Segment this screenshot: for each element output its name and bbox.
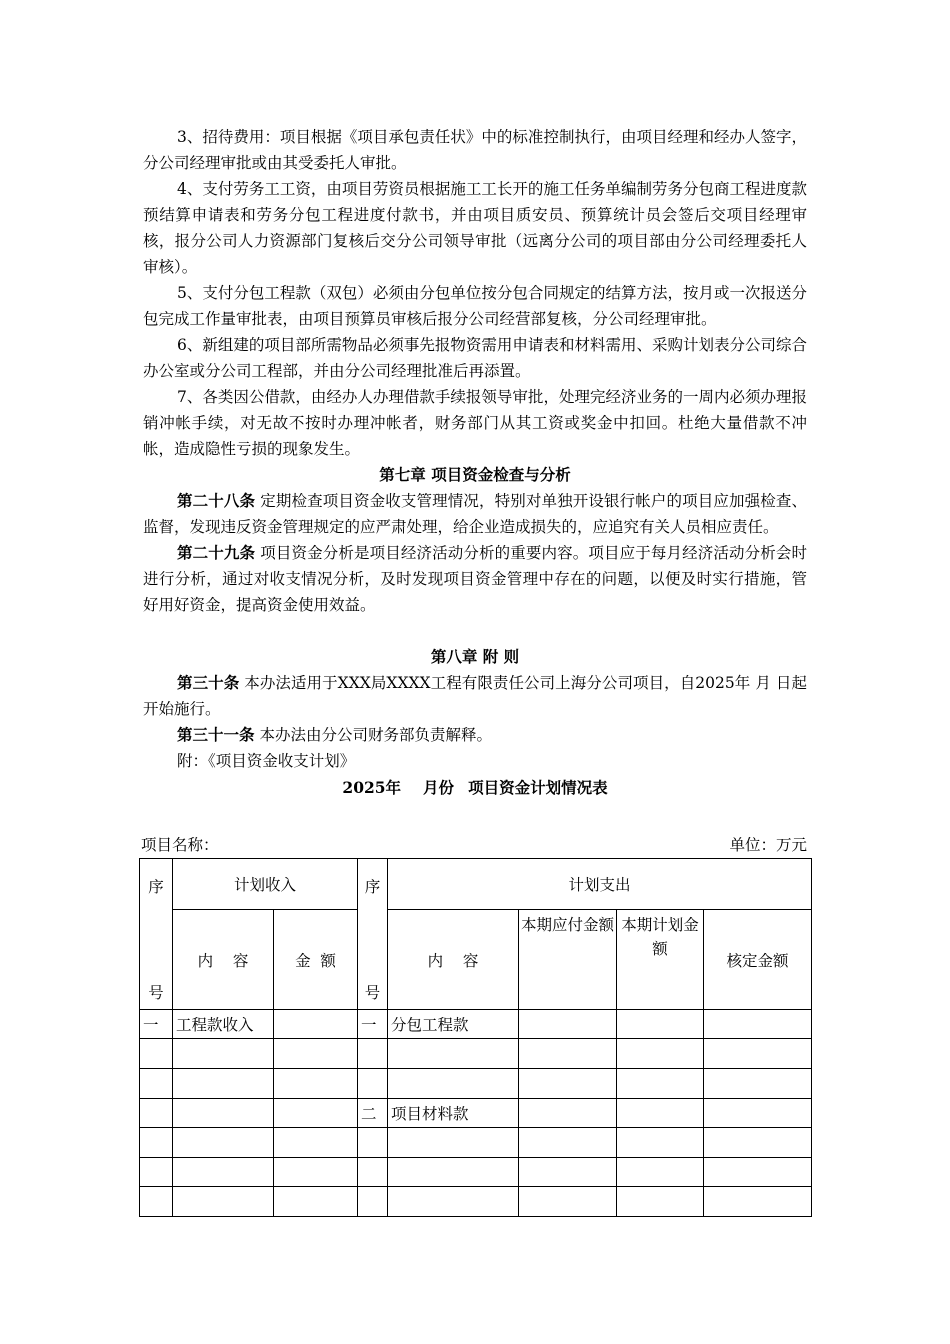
- payable-amount-cell: [519, 1099, 617, 1128]
- paragraph-item-5: 5、支付分包工程款（双包）必须由分包单位按分包合同规定的结算方法，按月或一次报送分包完成工作量审批表，由项目预算员审核后报分公司经营部复核，分公司经理审批。: [143, 284, 807, 328]
- article-30-label: 第三十条: [177, 673, 240, 692]
- income-amount-cell: [274, 1010, 358, 1039]
- planned-amount-cell: [617, 1099, 704, 1128]
- planned-amount-cell: [617, 1010, 704, 1039]
- expense-content-header: 内 容: [388, 910, 519, 1010]
- approved-amount-cell: [704, 1039, 812, 1069]
- appendix-note: 附：《项目资金收支计划》: [177, 752, 356, 770]
- payable-amount-header: 本期应付金额: [519, 910, 617, 1010]
- seq-cell: [358, 1069, 388, 1099]
- spacer: [143, 618, 807, 644]
- income-content-cell: [173, 1187, 274, 1217]
- seq-cell: [140, 1039, 173, 1069]
- article-29-label: 第二十九条: [177, 543, 256, 562]
- article-31-text: 本办法由分公司财务部负责解释。: [254, 726, 492, 744]
- planned-amount-header: 本期计划金 额: [617, 910, 704, 1010]
- article-28: [143, 488, 807, 540]
- seq-char-bottom: 号: [364, 984, 381, 1002]
- seq-cell: [140, 1069, 173, 1099]
- seq-cell: [140, 1187, 173, 1217]
- paragraph-item-7: 7、各类因公借款，由经办人办理借款手续报领导审批，处理完经济业务的一周内必须办理报销冲帐手续，对无故不按时办理冲帐者，财务部门从其工资或奖金中扣回。杜绝大量借款不冲帐，造成隐性亏损的现象发生。: [143, 388, 807, 458]
- seq-header-left: [140, 859, 173, 1010]
- seq-cell: [140, 1158, 173, 1187]
- table-header-row-1: [140, 859, 812, 910]
- seq-header-right: [358, 859, 388, 1010]
- paragraph-item-4: 4、支付劳务工工资，由项目劳资员根据施工工长开的施工任务单编制劳务分包商工程进度款预结算申请表和劳务分包工程进度付款书，并由项目质安员、预算统计员会签后交项目经理审核，报分公司人力资源部门复核后交分公司领导审批（远离分公司的项目部由分公司经理委托人审核）。: [143, 180, 807, 276]
- unit-label: 单位：万元: [729, 836, 807, 854]
- seq-cell: [358, 1128, 388, 1158]
- income-content-cell: [173, 1039, 274, 1069]
- seq-char-bottom: 号: [148, 984, 164, 1002]
- income-amount-cell: [274, 1187, 358, 1217]
- seq-cell: [358, 1187, 388, 1217]
- income-content-cell: [173, 1158, 274, 1187]
- income-content-cell: [173, 1099, 274, 1128]
- expense-content-cell: 分包工程款: [388, 1010, 519, 1039]
- payable-amount-cell: [519, 1039, 617, 1069]
- article-28-text: 定期检查项目资金收支管理情况，特别对单独开设银行帐户的项目应加强检查、监督，发现违反资金管理规定的应严肃处理，给企业造成损失的，应追究有关人员相应责任。: [143, 492, 807, 536]
- expense-content-cell: [388, 1187, 519, 1217]
- article-28-label: 第二十八条: [177, 491, 256, 510]
- income-header: 计划收入: [173, 859, 358, 910]
- expense-content-cell: 项目材料款: [388, 1099, 519, 1128]
- table-row: [140, 1158, 812, 1187]
- approved-amount-cell: [704, 1128, 812, 1158]
- seq-cell: 二: [358, 1099, 388, 1128]
- approved-amount-cell: [704, 1158, 812, 1187]
- payable-amount-cell: [519, 1187, 617, 1217]
- income-amount-cell: [274, 1099, 358, 1128]
- income-amount-cell: [274, 1158, 358, 1187]
- planned-amount-cell: [617, 1069, 704, 1099]
- paragraph-item-6: 6、新组建的项目部所需物品必须事先报物资需用申请表和材料需用、采购计划表分公司综合办公室或分公司工程部，并由分公司经理批准后再添置。: [143, 336, 807, 380]
- article-31-label: 第三十一条: [177, 725, 255, 744]
- body-text: [143, 124, 807, 774]
- seq-cell: [140, 1099, 173, 1128]
- expense-content-cell: [388, 1069, 519, 1099]
- income-amount-cell: [274, 1069, 358, 1099]
- table-row: [140, 1128, 812, 1158]
- project-name-label: 项目名称：: [141, 836, 219, 854]
- seq-cell: [140, 1128, 173, 1158]
- income-content-cell: [173, 1128, 274, 1158]
- planned-amount-cell: [617, 1158, 704, 1187]
- seq-char-top: 序: [148, 878, 164, 896]
- fund-plan-table: [139, 858, 812, 1217]
- expense-content-cell: [388, 1039, 519, 1069]
- payable-amount-cell: [519, 1010, 617, 1039]
- payable-amount-cell: [519, 1128, 617, 1158]
- planned-amount-cell: [617, 1039, 704, 1069]
- seq-cell: [358, 1158, 388, 1187]
- seq-char-top: 序: [364, 878, 381, 896]
- table-row: [140, 1099, 812, 1128]
- payable-amount-cell: [519, 1069, 617, 1099]
- article-29: [143, 540, 807, 618]
- paragraph-item-3: 3、招待费用：项目根据《项目承包责任状》中的标准控制执行，由项目经理和经办人签字，分公司经理审批或由其受委托人审批。: [143, 128, 807, 172]
- expense-content-cell: [388, 1158, 519, 1187]
- table-row: [140, 1069, 812, 1099]
- chapter-7-title: 第七章 项目资金检查与分析: [379, 465, 571, 484]
- seq-cell: 一: [140, 1010, 173, 1039]
- approved-amount-cell: [704, 1099, 812, 1128]
- approved-amount-cell: [704, 1069, 812, 1099]
- table-row: [140, 1010, 812, 1039]
- article-29-text: 项目资金分析是项目经济活动分析的重要内容。项目应于每月经济活动分析会时进行分析，通过对收支情况分析，及时发现项目资金管理中存在的问题，以便及时实行措施，管好用好资金，提高资金使用效益。: [143, 544, 807, 614]
- table-row: [140, 1187, 812, 1217]
- income-content-header: 内 容: [173, 910, 274, 1010]
- article-31: [143, 722, 807, 748]
- article-30: [143, 670, 807, 722]
- approved-amount-cell: [704, 1010, 812, 1039]
- article-30-text: 本办法适用于XXX局XXXX工程有限责任公司上海分公司项目，自2025年 月 日起开始施行。: [143, 674, 807, 718]
- income-amount-cell: [274, 1039, 358, 1069]
- table-title: [143, 775, 807, 801]
- income-amount-header: 金 额: [274, 910, 358, 1010]
- income-content-cell: 工程款收入: [173, 1010, 274, 1039]
- income-amount-cell: [274, 1128, 358, 1158]
- income-content-cell: [173, 1069, 274, 1099]
- table-title-name: 项目资金计划情况表: [468, 778, 608, 797]
- approved-amount-cell: [704, 1187, 812, 1217]
- payable-amount-cell: [519, 1158, 617, 1187]
- table-title-year: 2025年: [342, 778, 402, 797]
- planned-amount-cell: [617, 1187, 704, 1217]
- table-header-row-2: [140, 910, 812, 1010]
- table-row: [140, 1039, 812, 1069]
- expense-header: 计划支出: [388, 859, 812, 910]
- chapter-8-title: 第八章 附 则: [430, 647, 520, 666]
- table-title-month: 月份: [423, 778, 455, 797]
- approved-amount-header: 核定金额: [704, 910, 812, 1010]
- expense-content-cell: [388, 1128, 519, 1158]
- planned-amount-cell: [617, 1128, 704, 1158]
- seq-cell: [358, 1039, 388, 1069]
- seq-cell: 一: [358, 1010, 388, 1039]
